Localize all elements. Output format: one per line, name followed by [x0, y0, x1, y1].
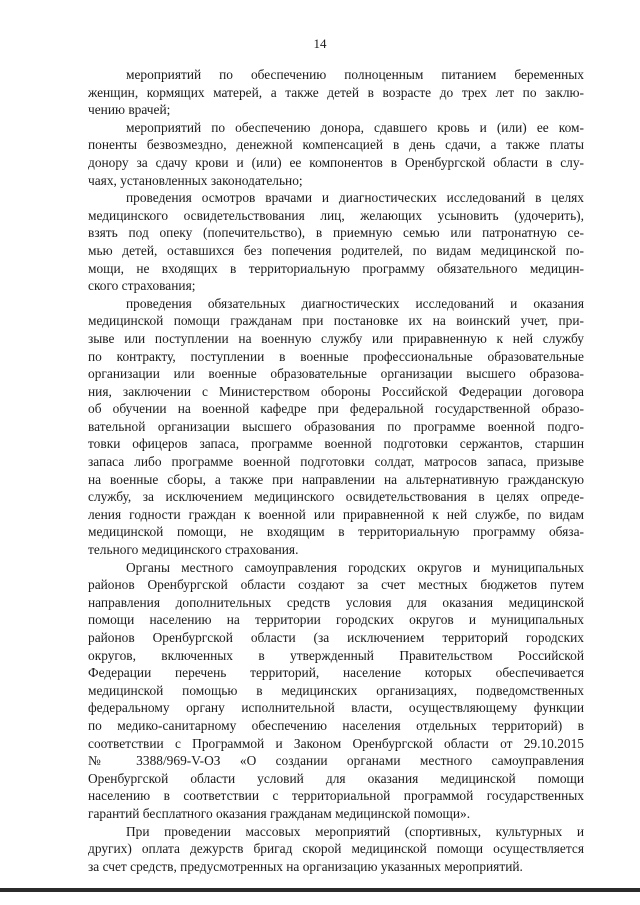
text-line: проведения обязательных диагностических исследований и оказания [126, 295, 584, 311]
text-line: соответствии с Программой и Законом Оренбургской области от 29.10.2015 [88, 735, 584, 751]
paragraph [88, 823, 584, 876]
text-line: других) оплата дежурств бригад скорой медицинской помощи осуществляется [88, 841, 584, 857]
text-line: округов, включенных в утвержденный Правительством Российской [88, 647, 584, 663]
paragraph [88, 559, 584, 823]
document-body [88, 66, 584, 875]
text-line: мероприятий по обеспечению полноценным питанием беременных [126, 67, 584, 82]
text-line: вательной организации высшего образования по программе военной подго- [88, 418, 584, 434]
text-line: об обучении на военной кафедре при федеральной государственной образо- [88, 401, 584, 417]
paragraph [88, 119, 584, 189]
text-line: зыве или поступлении на военную службу или приравненную к ней службу [88, 330, 584, 346]
text-line: тельного медицинского страхования. [88, 542, 299, 558]
text-line: товки офицеров запаса, программе военной подготовки сержантов, старшин [88, 436, 584, 452]
text-line: Оренбургской области условий для оказания медицинской помощи [88, 770, 584, 786]
paragraph [88, 295, 584, 559]
text-line: районов Оренбургской области (за исключением территорий городских [88, 630, 584, 645]
text-line: федеральному органу исполнительной власти, осуществляющему функции [88, 700, 584, 716]
text-line: по медико-санитарному обеспечению населения отдельных территорий) в [88, 717, 584, 733]
text-line: гарантий бесплатного оказания гражданам медицинской помощи». [88, 805, 471, 821]
text-line: ния, заключении с Министерством обороны Российской Федерации договора [88, 383, 584, 399]
text-line: по контракту, поступлении в военные профессиональные образовательные [88, 348, 584, 364]
text-line: мощи, не входящих в территориальную программу обязательного медицин- [88, 260, 584, 276]
text-line: проведения осмотров врачами и диагностических исследований в целях [126, 190, 584, 206]
text-line: запаса либо программе военной подготовки солдат, матросов запаса, призыве [88, 454, 584, 470]
text-line: № 3388/969-V-ОЗ «О создании органами местного самоуправления [88, 753, 584, 769]
text-line: районов Оренбургской области создают за счет местных бюджетов путем [88, 577, 584, 593]
text-line: организации или военные образовательные организации высшего образова- [88, 366, 584, 382]
text-line: медицинской помощи гражданам при постановке их на воинский учет, при- [88, 313, 584, 329]
text-line: помощи населению на территории городских округов и муниципальных [88, 612, 584, 628]
page-number: 14 [313, 36, 327, 51]
text-line: медицинского освидетельствования лиц, желающих усыновить (удочерить), [88, 207, 584, 223]
text-line: медицинской помощи, не входящим в территориальную программу обяза- [88, 524, 584, 540]
text-line: При проведении массовых мероприятий (спортивных, культурных и [126, 823, 584, 839]
text-line: женщин, кормящих матерей, а также детей в возрасте до трех лет по заклю- [88, 84, 584, 100]
paragraph [88, 66, 584, 119]
text-line: чению врачей; [88, 102, 171, 118]
text-line: направления дополнительных средств условия для оказания медицинской [88, 594, 584, 610]
text-line: чаях, установленных законодательно; [88, 172, 303, 188]
text-line: мероприятий по обеспечению донора, сдавшего кровь и (или) ее ком- [126, 119, 584, 135]
text-line: донору за сдачу крови и (или) ее компонентов в Оренбургской области в слу- [88, 154, 584, 170]
text-line: ления годности граждан к военной или приравненной к ней службе, по видам [88, 506, 584, 522]
text-line: на военные сборы, а также при направлении на альтернативную гражданскую [88, 471, 584, 487]
scan-edge-divider [0, 888, 640, 892]
text-line: Федерации перечень территорий, население которых обеспечивается [88, 665, 584, 681]
text-line: службу, за исключением медицинского освидетельствования в целях опреде- [88, 489, 584, 505]
text-line: медицинской помощью в медицинских организациях, подведомственных [88, 682, 584, 698]
paragraph [88, 189, 584, 295]
text-line: населению в соответствии с территориальной программой государственных [88, 788, 584, 804]
text-line: Органы местного самоуправления городских округов и муниципальных [126, 559, 584, 575]
text-line: взять под опеку (попечительство), в приемную семью или патронатную се- [88, 225, 584, 241]
text-line: ского страхования; [88, 278, 196, 294]
text-line: за счет средств, предусмотренных на организацию указанных мероприятий. [88, 858, 523, 874]
text-line: поненты безвозмездно, денежной компенсацией в день сдачи, а также платы [88, 137, 584, 153]
text-line: мью детей, оставшихся без попечения родителей, по видам медицинской по- [88, 242, 584, 258]
